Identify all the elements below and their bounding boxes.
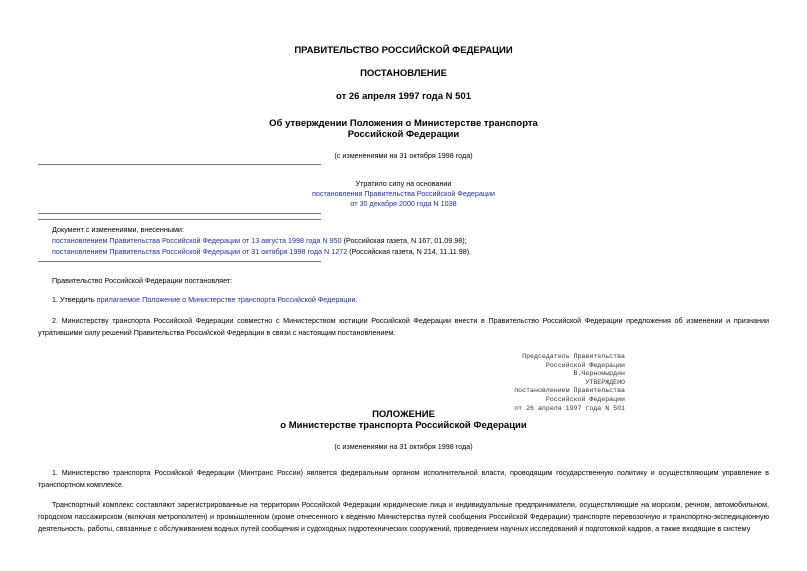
regulation-subtitle: о Министерстве транспорта Российской Федерации [280, 420, 527, 431]
regulation-title: ПОЛОЖЕНИЕ [372, 409, 435, 420]
divider [38, 261, 321, 262]
lost-force-link-1[interactable]: постановления Правительства Российской Федерации [311, 189, 496, 198]
doc-type-heading: ПОСТАНОВЛЕНИЕ [360, 68, 447, 79]
title-line2: Российской Федерации [347, 129, 460, 140]
change-source: (Российская газета, N 214, 11.11.98). [347, 247, 472, 256]
signature-line: от 26 апреля 1997 года N 501 [514, 404, 625, 412]
item1-suffix: . [355, 295, 358, 304]
divider [38, 219, 321, 220]
change-source: (Российская газета, N 167, 01.09.98); [341, 236, 467, 245]
title-line1: Об утверждении Положения о Министерстве транспорта [269, 118, 538, 129]
change-item [52, 247, 471, 256]
government-heading: ПРАВИТЕЛЬСТВО РОССИЙСКОЙ ФЕДЕРАЦИИ [294, 45, 513, 56]
lost-force-link-2[interactable]: от 30 декабря 2000 года N 1038 [350, 199, 457, 208]
date-number: от 26 апреля 1997 года N 501 [336, 91, 471, 102]
item1-prefix: 1. Утвердить [52, 295, 97, 304]
signature-line: Российской Федерации [545, 395, 625, 403]
regulation-link[interactable]: прилагаемое Положение о Министерстве транспорта Российской Федерации [96, 295, 356, 304]
signature-line: УТВЕРЖДЕНО [585, 378, 625, 386]
regulation-para-2: Транспортный комплекс составляют зарегистрированные на территории Российской Федерации юридические лица и индивидуальные предприниматели, осуществляющие на морском, речном, автомобильном, городском пассажирском (включая метрополитен) и промышленном (кроме отнесенного к ведению Министерства путей сообщения Российской Федерации) транспорте перевозочную и транспортно-экспедиционную деятельность, работы, связанные с обслуживанием водных путей сообщения и судоходных гидротехнических сооружений, проведением научных исследований и подготовкой кадров, а также входящие в систему [38, 500, 769, 533]
item-2: 2. Министерству транспорта Российской Федерации совместно с Министерством юстиции Российской Федерации внести в Правительство Российской Федерации предложения об изменении и признании утратившими силу решений Правительства Российской Федерации в связи с настоящим постановлением. [38, 316, 769, 337]
signature-line: В.Черномырдин [573, 370, 625, 378]
changes-intro: Документ с изменениями, внесенными: [52, 225, 184, 234]
signature-line: постановлением Правительства [514, 387, 625, 395]
lost-force-text: Утратило силу на основании [355, 179, 452, 188]
amendments-note: (с изменениями на 31 октября 1998 года) [334, 151, 473, 160]
divider [38, 164, 321, 165]
regulation-para-1: 1. Министерство транспорта Российской Федерации (Минтранс России) является федеральным органом исполнительной власти, проводящим государственную политику и осуществляющим управление в транспортном комплексе. [38, 468, 769, 489]
divider [38, 213, 321, 214]
item-1 [52, 295, 357, 304]
signature-line: Российской Федерации [545, 361, 625, 369]
regulation-amendments-note: (с изменениями на 31 октября 1998 года) [334, 442, 473, 451]
decrees-text: Правительство Российской Федерации постановляет: [52, 276, 233, 285]
signature-line: Председатель Правительства [522, 353, 625, 360]
signature-block [514, 353, 625, 413]
change-item [52, 236, 467, 245]
change-link[interactable]: постановлением Правительства Российской Федерации от 31 октября 1998 года N 1272 [52, 247, 348, 256]
change-link[interactable]: постановлением Правительства Российской Федерации от 13 августа 1998 года N 950 [52, 236, 342, 245]
